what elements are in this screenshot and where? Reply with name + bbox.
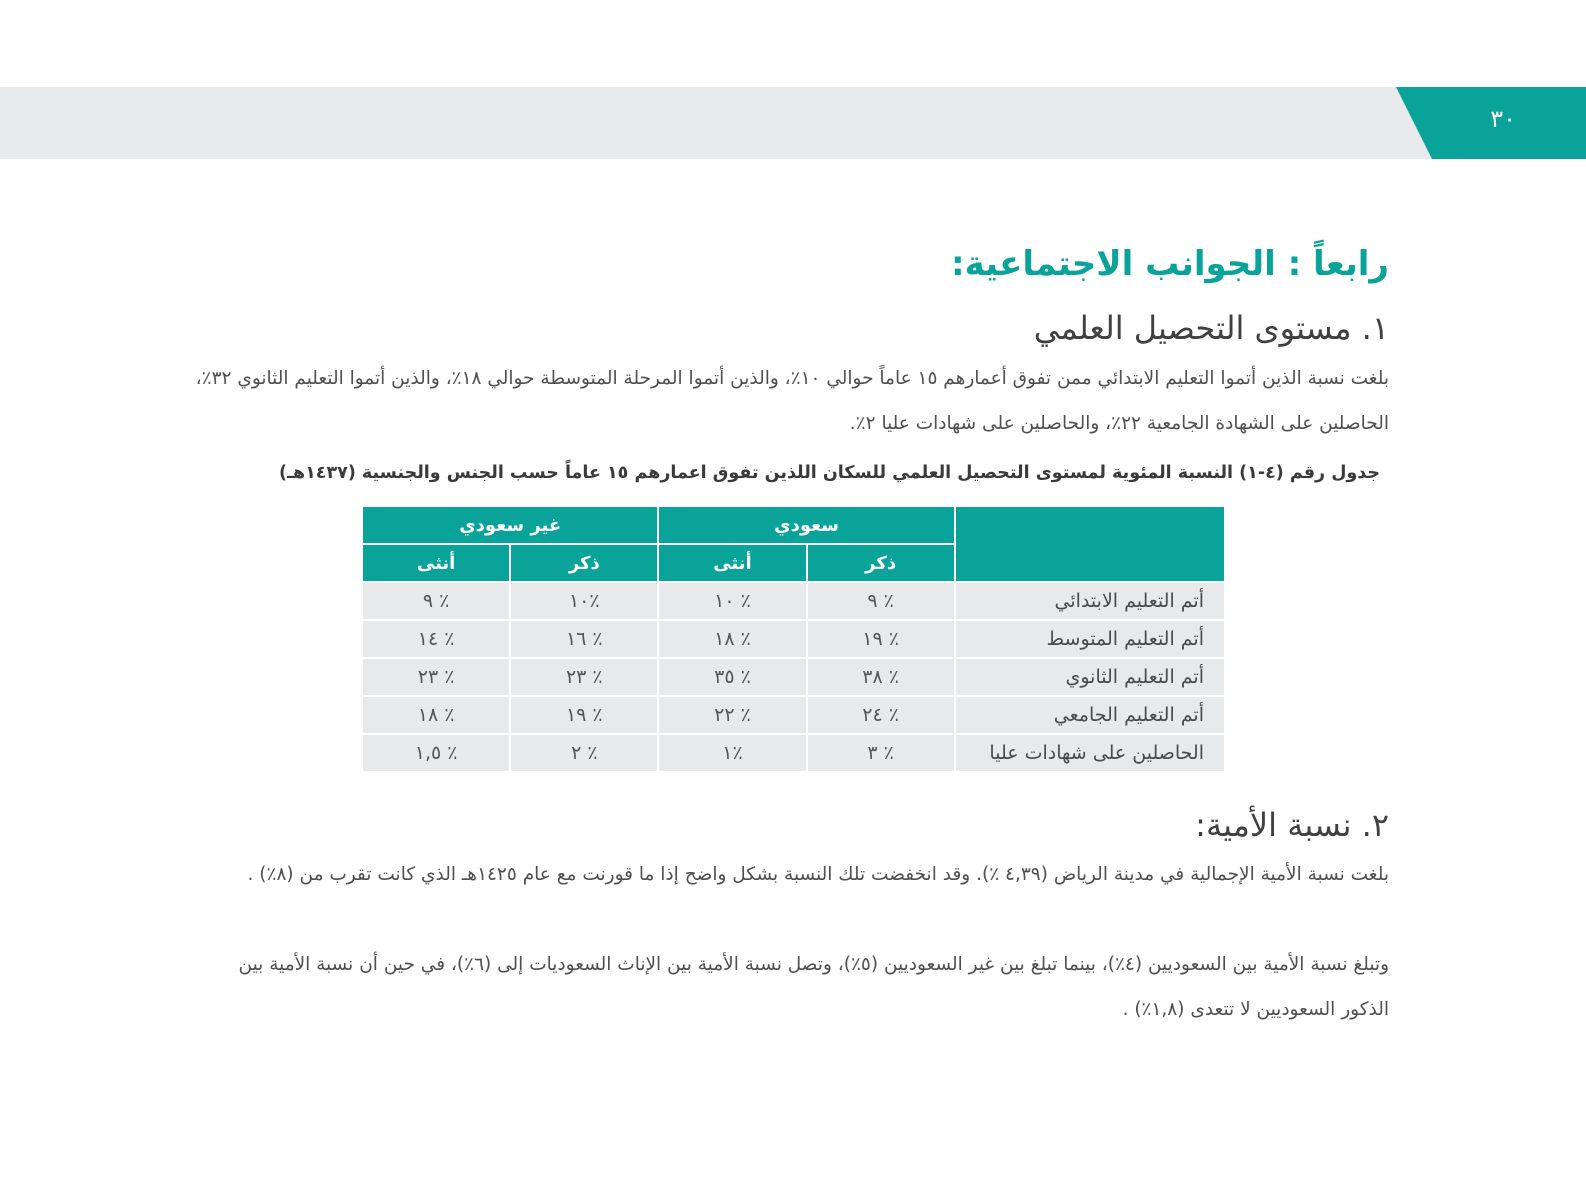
paragraph-illiteracy-breakdown: وتبلغ نسبة الأمية بين السعوديين (٤٪)، بينما تبلغ بين غير السعوديين (٥٪)، وتصل نسبة الأمية بين الإناث السعوديات إلى (٦٪)، في حين أن نسبة الأمية بين الذكور السعوديين لا تتعدى (١,٨٪) . bbox=[238, 954, 1389, 1020]
subsection-title-education: ١. مستوى التحصيل العلمي bbox=[1033, 309, 1389, 347]
table-cell: ٪ ٢ bbox=[510, 734, 658, 772]
table-cell: ٪١ bbox=[658, 734, 806, 772]
table-caption: جدول رقم (٤-١) النسبة المئوية لمستوى التحصيل العلمي للسكان اللذين تفوق اعمارهم ١٥ عاماً حسب الجنس والجنسية (١٤٣٧هـ) bbox=[278, 463, 1380, 483]
table-cell: ٪ ٢٣ bbox=[362, 658, 510, 696]
row-label: أتم التعليم الجامعي bbox=[955, 696, 1225, 734]
table-cell: ٪ ١٩ bbox=[510, 696, 658, 734]
table-cell: ٪ ١٨ bbox=[658, 620, 806, 658]
table-corner-header bbox=[955, 506, 1225, 582]
table-cell: ٪ ١,٥ bbox=[362, 734, 510, 772]
subsection-title-illiteracy: ٢. نسبة الأمية: bbox=[1195, 806, 1389, 844]
group-header-non-saudi: غير سعودي bbox=[362, 506, 658, 544]
table-cell: ٪ ١٨ bbox=[362, 696, 510, 734]
sub-header-saudi-male: ذكر bbox=[807, 544, 955, 582]
row-label: الحاصلين على شهادات عليا bbox=[955, 734, 1225, 772]
paragraph-education: بلغت نسبة الذين أتموا التعليم الابتدائي ممن تفوق أعمارهم ١٥ عاماً حوالي ١٠٪، والذين أتموا المرحلة المتوسطة حوالي ١٨٪، والذين أتموا التعليم الثانوي ٣٢٪، الحاصلين على الشهادة الجامعية ٢٢٪، والحاصلين على شهادات عليا ٢٪. bbox=[195, 368, 1389, 434]
section-title: رابعاً : الجوانب الاجتماعية: bbox=[951, 244, 1389, 284]
sub-header-non-saudi-male: ذكر bbox=[510, 544, 658, 582]
header-band bbox=[0, 87, 1586, 159]
table-row bbox=[362, 696, 1225, 734]
table-cell: ٪ ١٠ bbox=[658, 582, 806, 620]
table-group-header-row bbox=[362, 506, 1225, 544]
row-label: أتم التعليم الابتدائي bbox=[955, 582, 1225, 620]
table-row bbox=[362, 734, 1225, 772]
table-row bbox=[362, 658, 1225, 696]
table-cell: ٪ ١٤ bbox=[362, 620, 510, 658]
row-label: أتم التعليم المتوسط bbox=[955, 620, 1225, 658]
table-cell: ٪ ٣ bbox=[807, 734, 955, 772]
table-cell: ٪ ١٩ bbox=[807, 620, 955, 658]
paragraph-illiteracy-total: بلغت نسبة الأمية الإجمالية في مدينة الرياض (٤,٣٩ ٪). وقد انخفضت تلك النسبة بشكل واضح إذا ما قورنت مع عام ١٤٢٥هـ الذي كانت تقرب من (٨٪) . bbox=[247, 864, 1389, 885]
table-cell: ٪ ٣٥ bbox=[658, 658, 806, 696]
sub-header-non-saudi-female: أنثى bbox=[362, 544, 510, 582]
table-row bbox=[362, 620, 1225, 658]
table-cell: ٪ ٩ bbox=[362, 582, 510, 620]
education-table bbox=[361, 505, 1226, 773]
table-cell: ٪ ٢٤ bbox=[807, 696, 955, 734]
group-header-saudi: سعودي bbox=[658, 506, 954, 544]
page-number: ٣٠ bbox=[1490, 105, 1516, 133]
table-cell: ٪ ٩ bbox=[807, 582, 955, 620]
table-cell: ٪١٠ bbox=[510, 582, 658, 620]
row-label: أتم التعليم الثانوي bbox=[955, 658, 1225, 696]
table-cell: ٪ ٣٨ bbox=[807, 658, 955, 696]
table-cell: ٪ ٢٣ bbox=[510, 658, 658, 696]
table-row bbox=[362, 582, 1225, 620]
sub-header-saudi-female: أنثى bbox=[658, 544, 806, 582]
table-cell: ٪ ١٦ bbox=[510, 620, 658, 658]
table-cell: ٪ ٢٢ bbox=[658, 696, 806, 734]
